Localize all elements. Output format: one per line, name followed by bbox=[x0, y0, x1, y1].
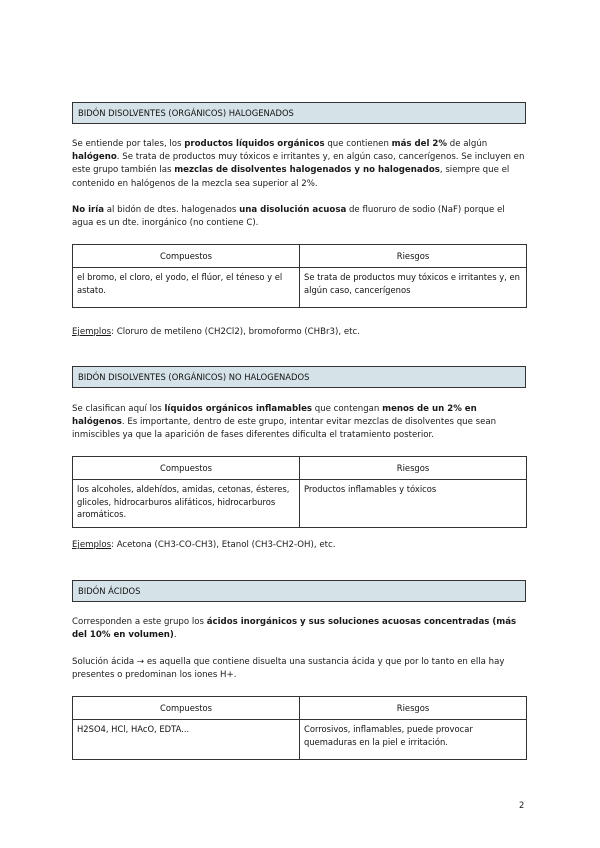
table-row bbox=[73, 720, 527, 760]
section-heading-acidos: BIDÓN ÁCIDOS bbox=[72, 580, 526, 602]
section-heading-no-halogenados: BIDÓN DISOLVENTES (ORGÁNICOS) NO HALOGENADOS bbox=[72, 366, 526, 388]
table-row bbox=[73, 480, 527, 528]
examples-label: Ejemplos bbox=[72, 540, 112, 550]
text-run: al bidón de dtes. halogenados bbox=[104, 205, 240, 215]
bold-text: No iría bbox=[72, 205, 105, 215]
paragraph-no-halogenados-definition bbox=[72, 403, 528, 443]
examples-label: Ejemplos bbox=[72, 327, 112, 337]
examples-text: : Acetona (CH3-CO-CH3), Etanol (CH3-CH2-OH), etc. bbox=[111, 540, 336, 550]
text-run: de algún bbox=[447, 139, 488, 149]
text-run: , siempre que el contenido en halógenos de la mezcla sea superior al 2%. bbox=[72, 165, 510, 189]
text-run: Se entiende por tales, los bbox=[72, 139, 185, 149]
cell-riesgos: Productos inflamables y tóxicos bbox=[300, 480, 527, 528]
table-no-halogenados bbox=[72, 456, 527, 528]
text-run: . Es importante, dentro de este grupo, intentar evitar mezclas de disolventes que sean inmiscibles ya que la aparición de fases diferentes dificulta el tratamiento posterior. bbox=[72, 417, 497, 441]
cell-compuestos: H2SO4, HCl, HAcO, EDTA... bbox=[73, 720, 300, 760]
bold-text: menos de un 2% en halógenos bbox=[72, 404, 477, 428]
table-header-row bbox=[73, 245, 527, 268]
table-row bbox=[73, 268, 527, 308]
text-run: que contienen bbox=[324, 139, 392, 149]
paragraph-halogenados-note bbox=[72, 204, 528, 230]
paragraph-acidos-solucion bbox=[72, 656, 528, 682]
text-run: Corresponden a este grupo los bbox=[72, 617, 207, 627]
text-run: . Se trata de productos muy tóxicos e irritantes y, en algún caso, cancerígenos. Se incluyen en este grupo también las bbox=[72, 152, 525, 176]
table-header-row bbox=[73, 457, 527, 480]
bold-text: más del 2% bbox=[391, 139, 448, 149]
bold-text: líquidos orgánicos inflamables bbox=[164, 404, 313, 414]
text-run: . bbox=[173, 630, 177, 641]
cell-riesgos: Corrosivos, inflamables, puede provocar quemaduras en la piel e irritación. bbox=[300, 720, 527, 760]
bold-text: una disolución acuosa bbox=[239, 205, 347, 215]
bold-text: ácidos inorgánicos y sus soluciones acuosas concentradas (más del 10% en volumen) bbox=[72, 617, 517, 641]
table-header-row bbox=[73, 697, 527, 720]
section-heading-halogenados: BIDÓN DISOLVENTES (ORGÁNICOS) HALOGENADOS bbox=[72, 102, 526, 124]
examples-halogenados bbox=[72, 326, 528, 339]
cell-compuestos: los alcoholes, aldehídos, amidas, cetonas, ésteres, glicoles, hidrocarburos alifáticos, hidrocarburos aromáticos. bbox=[73, 480, 300, 528]
text-run: Solución ácida → es aquella que contiene disuelta una sustancia ácida y que por lo tanto en ella hay presentes o predominan los iones H+. bbox=[72, 657, 505, 681]
cell-compuestos: el bromo, el cloro, el yodo, el flúor, el téneso y el astato. bbox=[73, 268, 300, 308]
examples-no-halogenados bbox=[72, 539, 528, 552]
bold-text: mezclas de disolventes halogenados y no halogenados bbox=[174, 165, 440, 176]
column-header-riesgos: Riesgos bbox=[300, 457, 527, 480]
bold-text: halógeno bbox=[72, 152, 117, 163]
text-run: de fluoruro de sodio (NaF) porque el agua es un dte. inorgánico (no contiene C). bbox=[72, 205, 505, 229]
column-header-riesgos: Riesgos bbox=[300, 697, 527, 720]
column-header-riesgos: Riesgos bbox=[300, 245, 527, 268]
examples-text: : Cloruro de metileno (CH2Cl2), bromoformo (CHBr3), etc. bbox=[111, 327, 360, 337]
column-header-compuestos: Compuestos bbox=[73, 457, 300, 480]
table-halogenados bbox=[72, 244, 527, 308]
paragraph-halogenados-definition bbox=[72, 138, 528, 191]
bold-text: productos líquidos orgánicos bbox=[184, 139, 325, 149]
column-header-compuestos: Compuestos bbox=[73, 697, 300, 720]
cell-riesgos: Se trata de productos muy tóxicos e irritantes y, en algún caso, cancerígenos bbox=[300, 268, 527, 308]
column-header-compuestos: Compuestos bbox=[73, 245, 300, 268]
text-run: Se clasifican aquí los bbox=[72, 404, 165, 414]
text-run: que contengan bbox=[312, 404, 383, 414]
page-number: 2 bbox=[519, 800, 525, 810]
table-acidos bbox=[72, 696, 527, 760]
paragraph-acidos-definition bbox=[72, 616, 528, 642]
